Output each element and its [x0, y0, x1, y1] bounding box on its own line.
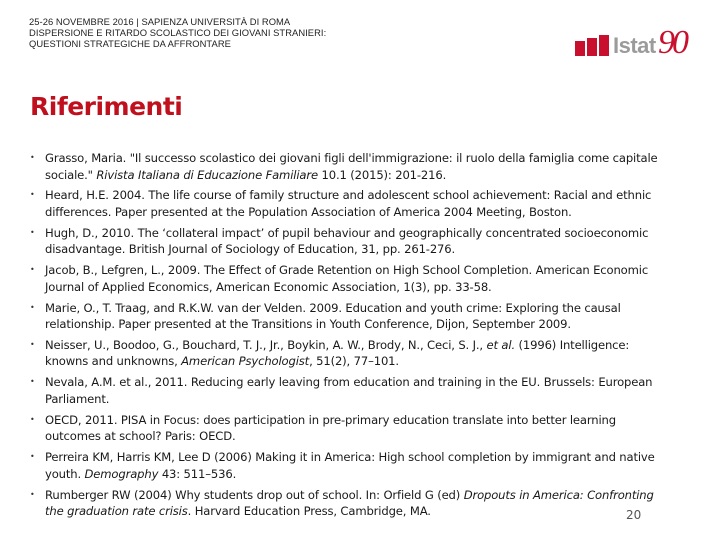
reference-fragment: Neisser, U., Boodoo, G., Bouchard, T. J., Jr., Boykin, A. W., Brody, N., Ceci, S. J.,: [45, 337, 487, 352]
reference-text: [45, 337, 670, 370]
reference-fragment: Marie, O., T. Traag, and R.K.W. van der Velden. 2009. Education and youth crime: Exploring the causal relationship. Paper presented at the Transitions in Youth Conference, Dijon, September 2009.: [45, 300, 621, 332]
bullet-icon: •: [30, 377, 35, 387]
reference-item: [30, 449, 690, 486]
reference-item: [30, 150, 690, 187]
reference-item: [30, 262, 690, 299]
reference-fragment: . Harvard Education Press, Cambridge, MA.: [187, 504, 431, 519]
reference-item: [30, 374, 690, 411]
reference-text: [45, 225, 670, 258]
reference-item: [30, 487, 690, 524]
references-list: [30, 150, 690, 524]
reference-fragment: 43: 511–536.: [158, 466, 237, 481]
istat-logo: [572, 24, 692, 70]
bullet-icon: •: [30, 153, 35, 162]
bullet-icon: •: [30, 302, 35, 312]
reference-fragment: Nevala, A.M. et al., 2011. Reducing early leaving from education and training in the EU. Brussels: European Parliament.: [45, 375, 653, 406]
slide-header: [29, 16, 549, 49]
reference-text: [45, 374, 670, 407]
reference-item: [30, 187, 690, 224]
reference-fragment: Perreira KM, Harris KM, Lee D (2006) Making it in America: High school completion by immigrant and native youth.: [45, 450, 655, 481]
bullet-icon: •: [30, 489, 35, 499]
reference-text: [45, 262, 670, 295]
reference-fragment: Heard, H.E. 2004. The life course of family structure and adolescent school achievement: Racial and ethnic differences. Paper presented at the Population Association of America 2004 Meeting, Boston.: [45, 188, 652, 219]
reference-italic-title: American Psychologist: [181, 354, 310, 369]
bullet-icon: •: [30, 414, 35, 424]
reference-italic-title: Dropouts in America: Confronting the graduation rate crisis: [45, 487, 654, 519]
header-line-subtopic: QUESTIONI STRATEGICHE DA AFFRONTARE: [29, 38, 231, 49]
bullet-icon: •: [30, 227, 35, 237]
header-line-topic: DISPERSIONE E RITARDO SCOLASTICO DEI GIOVANI STRANIERI:: [29, 27, 327, 38]
reference-fragment: OECD, 2011. PISA in Focus: does participation in pre-primary education translate into better learning outcomes at school? Paris: OECD.: [45, 412, 616, 444]
reference-fragment: Jacob, B., Lefgren, L., 2009. The Effect of Grade Retention on High School Completion. American Economic Journal of Applied Economics, American Economic Association, 1(3), pp. 33-58.: [45, 263, 649, 294]
reference-text: [45, 487, 670, 520]
reference-italic-title: Demography: [84, 466, 159, 481]
reference-text: [45, 412, 670, 445]
reference-fragment: , 51(2), 77–101.: [309, 354, 399, 369]
slide-title: Riferimenti: [30, 92, 183, 121]
reference-fragment: 10.1 (2015): 201-216.: [317, 167, 447, 182]
reference-fragment: Hugh, D., 2010. The ‘collateral impact’ of pupil behaviour and geographically concentrated socioeconomic disadvantage. British Journal of Sociology of Education, 31, pp. 261-276.: [45, 225, 649, 257]
reference-fragment: Grasso, Maria. "Il successo scolastico dei giovani figli dell'immigrazione: il ruolo della famiglia come capitale sociale.": [45, 151, 658, 182]
reference-fragment: (1996) Intelligence: knowns and unknowns,: [45, 337, 630, 369]
reference-item: [30, 225, 690, 262]
page-number: 20: [626, 508, 642, 522]
reference-item: [30, 412, 690, 449]
reference-text: [45, 449, 670, 482]
header-line-event: 25-26 NOVEMBRE 2016 | SAPIENZA UNIVERSITÀ DI ROMA: [29, 16, 291, 27]
reference-italic-title: et al.: [486, 337, 515, 352]
istat-logo-wordmark: Istat: [613, 33, 656, 58]
reference-fragment: Rumberger RW (2004) Why students drop out of school. In: Orfield G (ed): [45, 487, 464, 502]
bullet-icon: •: [30, 190, 35, 200]
anniversary-mark: 90: [658, 24, 686, 61]
reference-item: [30, 300, 690, 337]
reference-item: [30, 337, 690, 374]
bullet-icon: •: [30, 452, 35, 462]
reference-text: [45, 187, 670, 220]
reference-text: [45, 150, 670, 183]
bullet-icon: •: [30, 339, 35, 349]
bullet-icon: •: [30, 265, 35, 275]
reference-italic-title: Rivista Italiana di Educazione Familiare: [96, 167, 318, 182]
reference-text: [45, 300, 670, 333]
